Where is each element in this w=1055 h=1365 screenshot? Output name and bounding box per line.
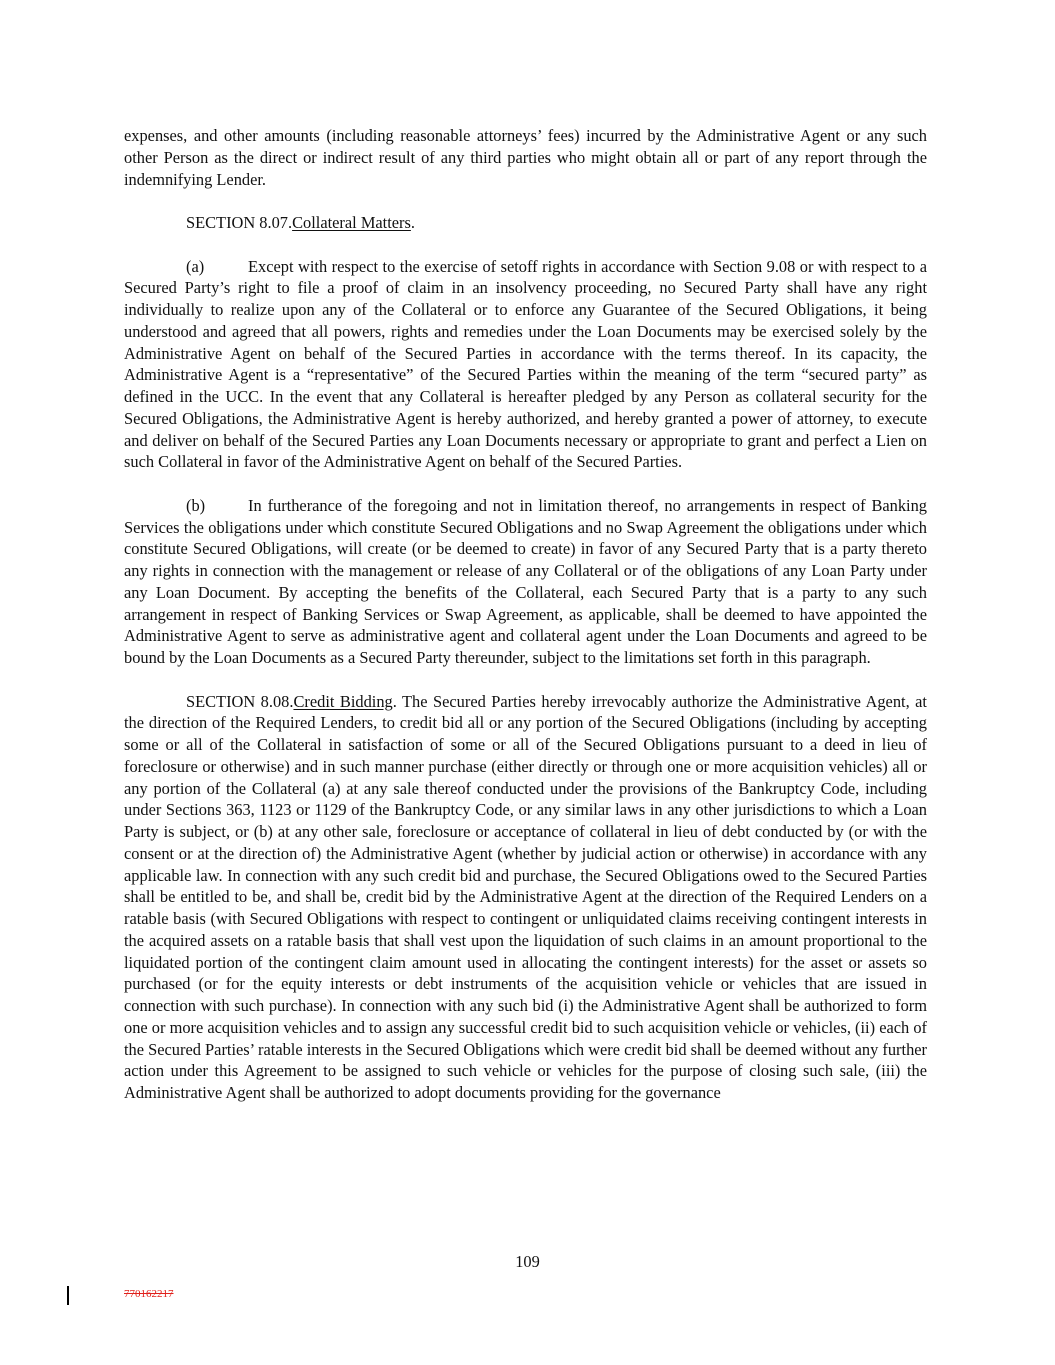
section-8-07-heading <box>124 212 927 234</box>
paragraph-text: In furtherance of the foregoing and not in limitation thereof, no arrangements in respect of Banking Services the obligations under which constitute Secured Obligations and no Swap Agreement the obligations under which constitute Secured Obligations, will create (or be deemed to create) in favor of any Secured Party that is a party thereto any rights in connection with the management or release of any Collateral or of the obligations of any Loan Party under any Loan Document. By accepting the benefits of the Collateral, each Secured Party that is a party to any such arrangement in respect of Banking Services or Swap Agreement, as applicable, shall be deemed to have appointed the Administrative Agent to serve as administrative agent and collateral agent under the Loan Documents and agreed to be bound by the Loan Documents as a Secured Party thereunder, subject to the limitations set forth in this paragraph. <box>124 495 927 667</box>
paragraph-text: Except with respect to the exercise of setoff rights in accordance with Section 9.08 or with respect to a Secured Party’s right to file a proof of claim in an insolvency proceeding, no Secured Party shall have any right individually to realize upon any of the Collateral or to enforce any Guarantee of the Secured Obligations, it being understood and agreed that all powers, rights and remedies under the Loan Documents may be exercised solely by the Administrative Agent on behalf of the Secured Parties in accordance with the terms thereof. In its capacity, the Administrative Agent is a “representative” of the Secured Parties within the meaning of the term “secured party” as defined in the UCC. In the event that any Collateral is hereafter pledged by any Person as collateral security for the Secured Obligations, the Administrative Agent is hereby authorized, and hereby granted a power of attorney, to execute and deliver on behalf of the Secured Parties any Loan Documents necessary or appropriate to grant and perfect a Lien on such Collateral in favor of the Administrative Agent on behalf of the Secured Parties. <box>124 256 927 472</box>
document-id: 770162217 <box>124 1288 174 1300</box>
paragraph-label: (b) <box>186 495 206 515</box>
section-number: SECTION 8.08. <box>186 691 294 711</box>
intro-paragraph: expenses, and other amounts (including reasonable attorneys’ fees) incurred by the Administrative Agent or any such other Person as the direct or indirect result of any third parties who might obtain all or part of any report through the indemnifying Lender. <box>124 126 927 189</box>
paragraph-a <box>124 256 927 474</box>
document-body <box>124 125 927 1104</box>
section-title: Credit Bidding <box>293 691 393 711</box>
section-title: Collateral Matters <box>292 213 411 232</box>
paragraph-b <box>124 495 927 669</box>
paragraph-label: (a) <box>186 256 205 276</box>
page-number: 109 <box>515 1252 540 1271</box>
section-title-period: . <box>410 213 415 232</box>
section-title-period: . <box>392 691 397 711</box>
section-8-08-paragraph <box>124 691 927 1104</box>
revision-change-bar <box>67 1286 69 1305</box>
section-number: SECTION 8.07. <box>186 213 293 232</box>
paragraph-text: The Secured Parties hereby irrevocably authorize the Administrative Agent, at the direction of the Required Lenders, to credit bid all or any portion of the Secured Obligations (including by accepting some or all of the Collateral in satisfaction of some or all of the Secured Obligations pursuant to a deed in lieu of foreclosure or otherwise) and in such manner purchase (either directly or through one or more acquisition vehicles) all or any portion of the Collateral (a) at any sale thereof conducted under the provisions of the Bankruptcy Code, including under Sections 363, 1123 or 1129 of the Bankruptcy Code, or any similar laws in any other jurisdictions to which a Loan Party is subject, or (b) at any other sale, foreclosure or acceptance of collateral in lieu of debt conducted by (or with the consent or at the direction of) the Administrative Agent (whether by judicial action or otherwise) in accordance with any applicable law. In connection with any such credit bid and purchase, the Secured Obligations owed to the Secured Parties shall be entitled to be, and shall be, credit bid by the Administrative Agent at the direction of the Required Lenders on a ratable basis (with Secured Obligations with respect to contingent or unliquidated claims receiving contingent interests in the acquired assets on a ratable basis that shall vest upon the liquidation of such claims in an amount proportional to the liquidated portion of the contingent claim amount used in allocating the contingent interests) for the asset or assets so purchased (or for the equity interests or debt instruments of the acquisition vehicle or vehicles that are issued in connection with such purchase). In connection with any such bid (i) the Administrative Agent shall be authorized to form one or more acquisition vehicles and to assign any successful credit bid to such acquisition vehicle or vehicles, (ii) each of the Secured Parties’ ratable interests in the Secured Obligations which were credit bid shall be deemed without any further action under this Agreement to be assigned to such vehicle or vehicles for the purpose of closing such sale, (iii) the Administrative Agent shall be authorized to adopt documents providing for the governance <box>124 691 927 1102</box>
